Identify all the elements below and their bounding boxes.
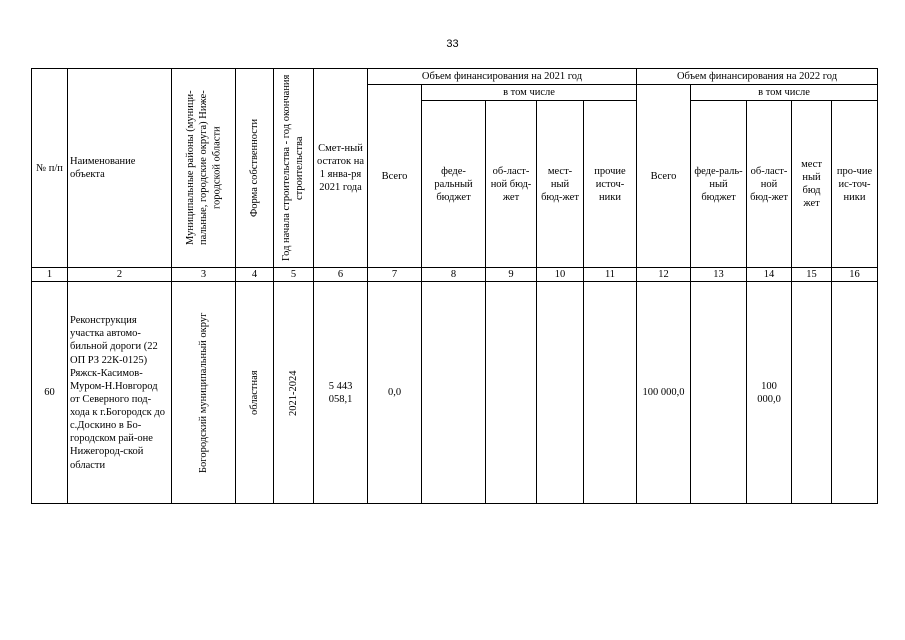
column-number: 2 xyxy=(68,268,172,282)
row-total-2021: 0,0 xyxy=(368,282,422,504)
row-ownership xyxy=(236,282,274,504)
column-number: 4 xyxy=(236,268,274,282)
header-ownership-text: Форма собственности xyxy=(248,119,260,218)
column-number: 10 xyxy=(537,268,584,282)
row-years xyxy=(274,282,314,504)
column-number: 9 xyxy=(486,268,537,282)
row-local-2021 xyxy=(537,282,584,504)
row-municipality xyxy=(172,282,236,504)
row-estimate-balance: 5 443 058,1 xyxy=(314,282,368,504)
header-other-2022: про-чие ис-точ-ники xyxy=(832,101,878,268)
column-number: 5 xyxy=(274,268,314,282)
row-years-text: 2021-2024 xyxy=(287,370,299,416)
header-years-text: Год начала строительства - год окончания строительства xyxy=(281,74,306,262)
column-number: 16 xyxy=(832,268,878,282)
header-regional-2021: об-ласт-ной бюд-жет xyxy=(486,101,537,268)
header-federal-2021: феде-ральный бюджет xyxy=(422,101,486,268)
header-regional-2022: об-ласт-ной бюд-жет xyxy=(747,101,792,268)
row-municipality-text: Богородский муниципальный округ xyxy=(197,312,209,474)
header-local-2022: мест ный бюд жет xyxy=(792,101,832,268)
header-estimate-balance: Смет-ный остаток на 1 янва-ря 2021 года xyxy=(314,69,368,268)
row-other-2021 xyxy=(584,282,637,504)
row-total-2022: 100 000,0 xyxy=(637,282,691,504)
header-municipality-text: Муниципальные районы (муници-пальные, городские округа) Ниже-городской области xyxy=(184,90,223,246)
column-number: 11 xyxy=(584,268,637,282)
column-number: 1 xyxy=(32,268,68,282)
column-number: 13 xyxy=(691,268,747,282)
header-including-2022: в том числе xyxy=(691,85,878,101)
header-total-2022: Всего xyxy=(637,85,691,268)
header-total-2021: Всего xyxy=(368,85,422,268)
row-local-2022 xyxy=(792,282,832,504)
header-including-2021: в том числе xyxy=(422,85,637,101)
header-local-2021: мест-ный бюд-жет xyxy=(537,101,584,268)
row-number: 60 xyxy=(32,282,68,504)
row-ownership-text: областная xyxy=(248,370,260,416)
table-row xyxy=(32,282,878,504)
page-number: 33 xyxy=(446,38,459,50)
header-object-name: Наименование объекта xyxy=(68,69,172,268)
header-fin-2022: Объем финансирования на 2022 год xyxy=(637,69,878,85)
header-years xyxy=(274,69,314,268)
column-number: 15 xyxy=(792,268,832,282)
column-number: 6 xyxy=(314,268,368,282)
header-municipality xyxy=(172,69,236,268)
row-object-name: Реконструкция участка автомо-бильной дороги (22 ОП РЗ 22К-0125) Ряжск-Касимов-Муром-Н.Новгород от Северного под-хода к г.Богородск до с.Доскино в Бо-городском рай-оне Нижегород-ской области xyxy=(68,282,172,504)
column-number: 8 xyxy=(422,268,486,282)
financing-table xyxy=(31,68,878,504)
column-number: 7 xyxy=(368,268,422,282)
header-number: № п/п xyxy=(32,69,68,268)
header-fin-2021: Объем финансирования на 2021 год xyxy=(368,69,637,85)
header-federal-2022: феде-раль-ный бюджет xyxy=(691,101,747,268)
header-ownership xyxy=(236,69,274,268)
row-federal-2022 xyxy=(691,282,747,504)
header-other-2021: прочие источ-ники xyxy=(584,101,637,268)
column-number: 14 xyxy=(747,268,792,282)
column-number: 3 xyxy=(172,268,236,282)
row-regional-2022: 100 000,0 xyxy=(747,282,792,504)
row-regional-2021 xyxy=(486,282,537,504)
row-federal-2021 xyxy=(422,282,486,504)
row-other-2022 xyxy=(832,282,878,504)
column-number: 12 xyxy=(637,268,691,282)
